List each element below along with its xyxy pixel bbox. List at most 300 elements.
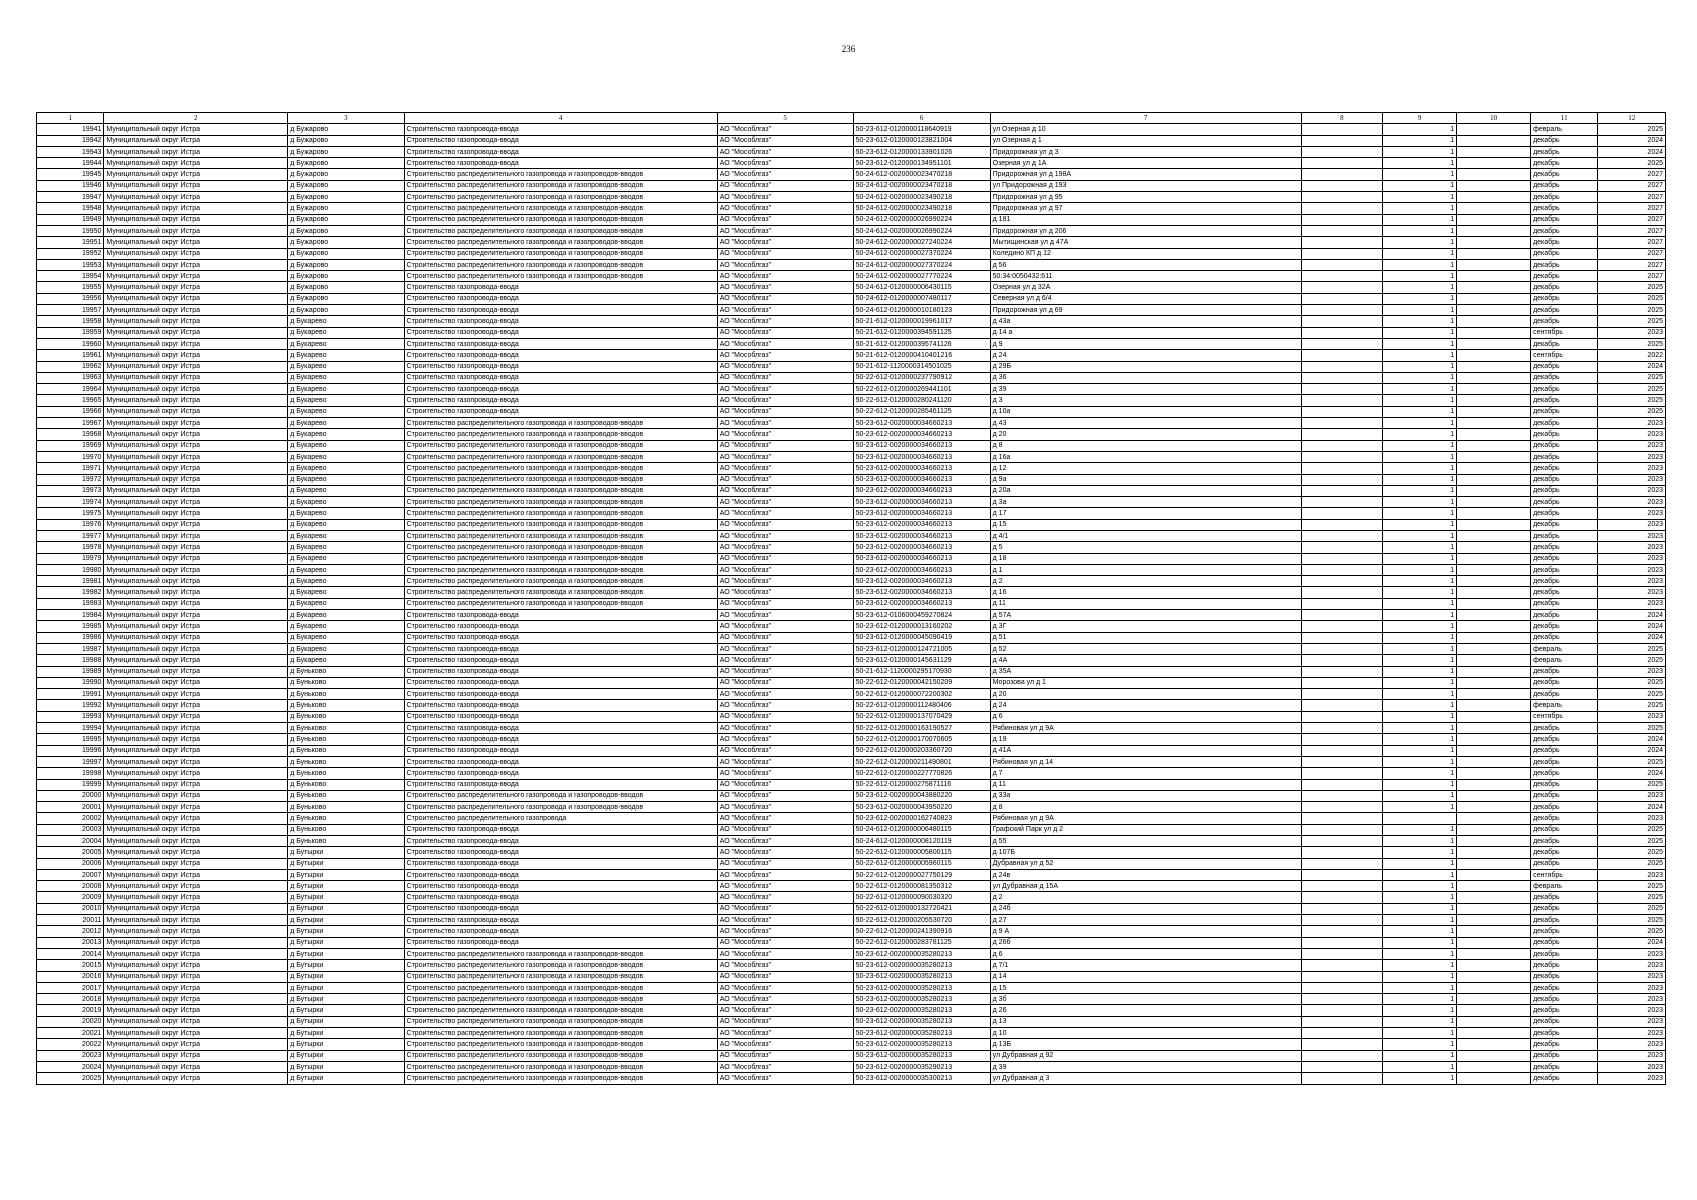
month-cell: декабрь	[1531, 632, 1598, 643]
month-cell: декабрь	[1531, 610, 1598, 621]
quantity-cell: 1	[1383, 756, 1457, 767]
settlement-cell: д Бутырки	[288, 903, 404, 914]
application-number-cell: 50-24-612-0020000023470218	[853, 180, 990, 191]
table-row	[37, 1061, 1666, 1072]
row-number-cell: 20022	[37, 1039, 104, 1050]
year-cell: 2025	[1598, 305, 1666, 316]
table-row	[37, 689, 1666, 700]
application-number-cell: 50-22-612-0120000137070429	[853, 711, 990, 722]
month-cell: декабрь	[1531, 158, 1598, 169]
municipality-cell: Муниципальный округ Истра	[104, 135, 288, 146]
month-cell: декабрь	[1531, 237, 1598, 248]
municipality-cell: Муниципальный округ Истра	[104, 1061, 288, 1072]
settlement-cell: д Бужарово	[288, 146, 404, 157]
table-row	[37, 214, 1666, 225]
municipality-cell: Муниципальный округ Истра	[104, 643, 288, 654]
municipality-cell: Муниципальный округ Истра	[104, 158, 288, 169]
quantity-cell: 1	[1383, 361, 1457, 372]
col-10-cell	[1457, 734, 1531, 745]
month-cell: декабрь	[1531, 293, 1598, 304]
quantity-cell: 1	[1383, 677, 1457, 688]
municipality-cell: Муниципальный округ Истра	[104, 192, 288, 203]
municipality-cell: Муниципальный округ Истра	[104, 666, 288, 677]
application-number-cell: 50-22-612-0120000005800115	[853, 847, 990, 858]
col-8-cell	[1301, 643, 1383, 654]
quantity-cell: 1	[1383, 305, 1457, 316]
address-cell: Придорожная ул д 95	[990, 192, 1301, 203]
organization-cell: АО "Мособлгаз"	[717, 1028, 853, 1039]
table-row	[37, 711, 1666, 722]
table-row	[37, 203, 1666, 214]
year-cell: 2025	[1598, 406, 1666, 417]
row-number-cell: 20010	[37, 903, 104, 914]
month-cell: декабрь	[1531, 745, 1598, 756]
col-8-cell	[1301, 881, 1383, 892]
settlement-cell: д Бутырки	[288, 858, 404, 869]
month-cell: декабрь	[1531, 598, 1598, 609]
organization-cell: АО "Мособлгаз"	[717, 994, 853, 1005]
col-8-cell	[1301, 576, 1383, 587]
quantity-cell: 1	[1383, 1016, 1457, 1027]
year-cell: 2025	[1598, 282, 1666, 293]
organization-cell: АО "Мособлгаз"	[717, 643, 853, 654]
work-type-cell: Строительство распределительного газопровода и газопроводов-вводов	[404, 802, 717, 813]
table-row	[37, 474, 1666, 485]
work-type-cell: Строительство распределительного газопровода и газопроводов-вводов	[404, 192, 717, 203]
col-10-cell	[1457, 406, 1531, 417]
row-number-cell: 19974	[37, 497, 104, 508]
col-10-cell	[1457, 994, 1531, 1005]
month-cell: декабрь	[1531, 892, 1598, 903]
address-cell: д 9 А	[990, 926, 1301, 937]
work-type-cell: Строительство газопровода-ввода	[404, 135, 717, 146]
municipality-cell: Муниципальный округ Истра	[104, 463, 288, 474]
organization-cell: АО "Мособлгаз"	[717, 711, 853, 722]
quantity-cell: 1	[1383, 711, 1457, 722]
settlement-cell: д Буньково	[288, 779, 404, 790]
year-cell: 2023	[1598, 542, 1666, 553]
col-8-cell	[1301, 203, 1383, 214]
table-row	[37, 293, 1666, 304]
application-number-cell: 50-22-612-0120000112480406	[853, 700, 990, 711]
col-8-cell	[1301, 395, 1383, 406]
quantity-cell: 1	[1383, 960, 1457, 971]
settlement-cell: д Букарево	[288, 418, 404, 429]
table-row	[37, 881, 1666, 892]
address-cell: д 26б	[990, 937, 1301, 948]
col-10-cell	[1457, 587, 1531, 598]
row-number-cell: 19989	[37, 666, 104, 677]
settlement-cell: д Буньково	[288, 813, 404, 824]
month-cell: декабрь	[1531, 903, 1598, 914]
column-header-1: 1	[37, 113, 104, 124]
settlement-cell: д Бужарово	[288, 225, 404, 236]
month-cell: сентябрь	[1531, 350, 1598, 361]
col-8-cell	[1301, 530, 1383, 541]
table-row	[37, 768, 1666, 779]
application-number-cell: 50-23-612-0020000043880220	[853, 790, 990, 801]
application-number-cell: 50-24-612-0020000027770224	[853, 271, 990, 282]
organization-cell: АО "Мособлгаз"	[717, 723, 853, 734]
quantity-cell: 1	[1383, 395, 1457, 406]
settlement-cell: д Бужарово	[288, 180, 404, 191]
col-8-cell	[1301, 587, 1383, 598]
quantity-cell: 1	[1383, 508, 1457, 519]
col-10-cell	[1457, 621, 1531, 632]
organization-cell: АО "Мособлгаз"	[717, 146, 853, 157]
address-cell: д 52	[990, 643, 1301, 654]
col-10-cell	[1457, 576, 1531, 587]
municipality-cell: Муниципальный округ Истра	[104, 542, 288, 553]
month-cell: декабрь	[1531, 994, 1598, 1005]
table-row	[37, 1050, 1666, 1061]
application-number-cell: 50-23-612-0020000034660213	[853, 598, 990, 609]
year-cell: 2027	[1598, 225, 1666, 236]
col-8-cell	[1301, 677, 1383, 688]
settlement-cell: д Бутырки	[288, 926, 404, 937]
col-8-cell	[1301, 813, 1383, 824]
col-8-cell	[1301, 158, 1383, 169]
month-cell: декабрь	[1531, 497, 1598, 508]
application-number-cell: 50-22-612-0120000170070605	[853, 734, 990, 745]
table-row	[37, 553, 1666, 564]
quantity-cell: 1	[1383, 903, 1457, 914]
year-cell: 2024	[1598, 135, 1666, 146]
year-cell: 2023	[1598, 497, 1666, 508]
table-row	[37, 169, 1666, 180]
work-type-cell: Строительство газопровода-ввода	[404, 677, 717, 688]
row-number-cell: 19980	[37, 564, 104, 575]
table-row	[37, 327, 1666, 338]
col-8-cell	[1301, 372, 1383, 383]
col-8-cell	[1301, 451, 1383, 462]
table-row	[37, 508, 1666, 519]
table-row	[37, 372, 1666, 383]
address-cell: д 7/1	[990, 960, 1301, 971]
quantity-cell: 1	[1383, 610, 1457, 621]
row-number-cell: 19982	[37, 587, 104, 598]
col-10-cell	[1457, 745, 1531, 756]
table-row	[37, 858, 1666, 869]
table-row	[37, 802, 1666, 813]
organization-cell: АО "Мособлгаз"	[717, 655, 853, 666]
row-number-cell: 19950	[37, 225, 104, 236]
table-row	[37, 542, 1666, 553]
year-cell: 2025	[1598, 881, 1666, 892]
year-cell: 2027	[1598, 259, 1666, 270]
row-number-cell: 20016	[37, 971, 104, 982]
application-number-cell: 50-24-612-0120000008120119	[853, 836, 990, 847]
col-10-cell	[1457, 519, 1531, 530]
work-type-cell: Строительство газопровода-ввода	[404, 734, 717, 745]
application-number-cell: 50-24-612-0020000023490218	[853, 203, 990, 214]
year-cell: 2027	[1598, 192, 1666, 203]
quantity-cell: 1	[1383, 915, 1457, 926]
quantity-cell: 1	[1383, 293, 1457, 304]
col-10-cell	[1457, 192, 1531, 203]
work-type-cell: Строительство распределительного газопровода и газопроводов-вводов	[404, 271, 717, 282]
work-type-cell: Строительство газопровода-ввода	[404, 395, 717, 406]
year-cell: 2023	[1598, 530, 1666, 541]
work-type-cell: Строительство распределительного газопровода	[404, 813, 717, 824]
quantity-cell: 1	[1383, 203, 1457, 214]
municipality-cell: Муниципальный округ Истра	[104, 214, 288, 225]
work-type-cell: Строительство газопровода-ввода	[404, 282, 717, 293]
col-8-cell	[1301, 1016, 1383, 1027]
settlement-cell: д Букарево	[288, 463, 404, 474]
month-cell: декабрь	[1531, 915, 1598, 926]
settlement-cell: д Бутырки	[288, 1073, 404, 1084]
col-10-cell	[1457, 824, 1531, 835]
col-8-cell	[1301, 225, 1383, 236]
table-row	[37, 361, 1666, 372]
col-10-cell	[1457, 960, 1531, 971]
col-8-cell	[1301, 847, 1383, 858]
organization-cell: АО "Мособлгаз"	[717, 350, 853, 361]
col-8-cell	[1301, 406, 1383, 417]
application-number-cell: 50-23-612-0120000134951101	[853, 158, 990, 169]
table-row	[37, 530, 1666, 541]
month-cell: декабрь	[1531, 1061, 1598, 1072]
quantity-cell: 1	[1383, 994, 1457, 1005]
organization-cell: АО "Мособлгаз"	[717, 982, 853, 993]
settlement-cell: д Бужарово	[288, 259, 404, 270]
work-type-cell: Строительство распределительного газопровода и газопроводов-вводов	[404, 1050, 717, 1061]
row-number-cell: 20003	[37, 824, 104, 835]
municipality-cell: Муниципальный округ Истра	[104, 824, 288, 835]
address-cell: д 33а	[990, 790, 1301, 801]
col-8-cell	[1301, 338, 1383, 349]
work-type-cell: Строительство газопровода-ввода	[404, 779, 717, 790]
quantity-cell: 1	[1383, 869, 1457, 880]
settlement-cell: д Бутырки	[288, 1061, 404, 1072]
municipality-cell: Муниципальный округ Истра	[104, 994, 288, 1005]
address-cell: Рябиновая ул д 9А	[990, 813, 1301, 824]
settlement-cell: д Букарево	[288, 655, 404, 666]
municipality-cell: Муниципальный округ Истра	[104, 813, 288, 824]
year-cell: 2027	[1598, 169, 1666, 180]
organization-cell: АО "Мособлгаз"	[717, 395, 853, 406]
row-number-cell: 20024	[37, 1061, 104, 1072]
organization-cell: АО "Мособлгаз"	[717, 598, 853, 609]
address-cell: Графский Парк ул д 2	[990, 824, 1301, 835]
municipality-cell: Муниципальный округ Истра	[104, 406, 288, 417]
municipality-cell: Муниципальный округ Истра	[104, 598, 288, 609]
work-type-cell: Строительство газопровода-ввода	[404, 903, 717, 914]
quantity-cell: 1	[1383, 779, 1457, 790]
application-number-cell: 50-24-612-0020000027370224	[853, 259, 990, 270]
quantity-cell: 1	[1383, 192, 1457, 203]
work-type-cell: Строительство распределительного газопровода и газопроводов-вводов	[404, 508, 717, 519]
application-number-cell: 50-23-612-0020000035280213	[853, 1028, 990, 1039]
work-type-cell: Строительство газопровода-ввода	[404, 158, 717, 169]
year-cell: 2022	[1598, 350, 1666, 361]
col-8-cell	[1301, 1061, 1383, 1072]
settlement-cell: д Бутырки	[288, 892, 404, 903]
work-type-cell: Строительство газопровода-ввода	[404, 643, 717, 654]
work-type-cell: Строительство распределительного газопровода и газопроводов-вводов	[404, 1039, 717, 1050]
organization-cell: АО "Мособлгаз"	[717, 553, 853, 564]
col-10-cell	[1457, 937, 1531, 948]
application-number-cell: 50-23-612-0120000133901026	[853, 146, 990, 157]
address-cell: д 43	[990, 418, 1301, 429]
row-number-cell: 20015	[37, 960, 104, 971]
quantity-cell: 1	[1383, 982, 1457, 993]
col-8-cell	[1301, 790, 1383, 801]
work-type-cell: Строительство распределительного газопровода и газопроводов-вводов	[404, 418, 717, 429]
work-type-cell: Строительство газопровода-ввода	[404, 858, 717, 869]
row-number-cell: 20023	[37, 1050, 104, 1061]
year-cell: 2025	[1598, 677, 1666, 688]
col-8-cell	[1301, 632, 1383, 643]
application-number-cell: 50-24-612-0020000026990224	[853, 214, 990, 225]
month-cell: декабрь	[1531, 587, 1598, 598]
table-row	[37, 497, 1666, 508]
application-number-cell: 50-23-612-0020000034660213	[853, 474, 990, 485]
application-number-cell: 50-22-612-0120000072200302	[853, 689, 990, 700]
municipality-cell: Муниципальный округ Истра	[104, 282, 288, 293]
row-number-cell: 19984	[37, 610, 104, 621]
month-cell: декабрь	[1531, 192, 1598, 203]
col-10-cell	[1457, 881, 1531, 892]
address-cell: Озерная ул д 32А	[990, 282, 1301, 293]
application-number-cell: 50-24-612-0120000010180123	[853, 305, 990, 316]
month-cell: февраль	[1531, 124, 1598, 135]
month-cell: декабрь	[1531, 451, 1598, 462]
col-10-cell	[1457, 1005, 1531, 1016]
row-number-cell: 19994	[37, 723, 104, 734]
settlement-cell: д Буньково	[288, 790, 404, 801]
municipality-cell: Муниципальный округ Истра	[104, 553, 288, 564]
quantity-cell: 1	[1383, 666, 1457, 677]
organization-cell: АО "Мособлгаз"	[717, 1061, 853, 1072]
address-cell: д 5	[990, 542, 1301, 553]
address-cell: д 3а	[990, 497, 1301, 508]
quantity-cell: 1	[1383, 802, 1457, 813]
col-10-cell	[1457, 180, 1531, 191]
application-number-cell: 50-21-612-1120000295170930	[853, 666, 990, 677]
quantity-cell: 1	[1383, 271, 1457, 282]
address-cell: д 14	[990, 971, 1301, 982]
quantity-cell: 1	[1383, 971, 1457, 982]
work-type-cell: Строительство газопровода-ввода	[404, 361, 717, 372]
table-row	[37, 305, 1666, 316]
table-row	[37, 146, 1666, 157]
work-type-cell: Строительство газопровода-ввода	[404, 124, 717, 135]
work-type-cell: Строительство распределительного газопровода и газопроводов-вводов	[404, 553, 717, 564]
work-type-cell: Строительство газопровода-ввода	[404, 756, 717, 767]
municipality-cell: Муниципальный округ Истра	[104, 237, 288, 248]
row-number-cell: 19976	[37, 519, 104, 530]
col-8-cell	[1301, 305, 1383, 316]
row-number-cell: 19960	[37, 338, 104, 349]
settlement-cell: д Букарево	[288, 395, 404, 406]
col-10-cell	[1457, 915, 1531, 926]
application-number-cell: 50-23-612-0020000035280213	[853, 960, 990, 971]
organization-cell: АО "Мособлгаз"	[717, 135, 853, 146]
table-row	[37, 632, 1666, 643]
address-cell: д 24	[990, 350, 1301, 361]
application-number-cell: 50-23-612-0020000034660213	[853, 440, 990, 451]
quantity-cell: 1	[1383, 881, 1457, 892]
col-10-cell	[1457, 169, 1531, 180]
address-cell: д 6	[990, 948, 1301, 959]
year-cell: 2024	[1598, 937, 1666, 948]
municipality-cell: Муниципальный округ Истра	[104, 259, 288, 270]
col-8-cell	[1301, 937, 1383, 948]
municipality-cell: Муниципальный округ Истра	[104, 530, 288, 541]
col-10-cell	[1457, 869, 1531, 880]
row-number-cell: 20009	[37, 892, 104, 903]
month-cell: декабрь	[1531, 384, 1598, 395]
municipality-cell: Муниципальный округ Истра	[104, 372, 288, 383]
col-8-cell	[1301, 994, 1383, 1005]
year-cell: 2023	[1598, 598, 1666, 609]
table-row	[37, 576, 1666, 587]
work-type-cell: Строительство распределительного газопровода и газопроводов-вводов	[404, 1016, 717, 1027]
row-number-cell: 19999	[37, 779, 104, 790]
year-cell: 2023	[1598, 429, 1666, 440]
settlement-cell: д Буньково	[288, 836, 404, 847]
year-cell: 2023	[1598, 666, 1666, 677]
settlement-cell: д Бутырки	[288, 971, 404, 982]
table-row	[37, 982, 1666, 993]
row-number-cell: 19965	[37, 395, 104, 406]
application-number-cell: 50-23-612-0106000459270824	[853, 610, 990, 621]
work-type-cell: Строительство распределительного газопровода и газопроводов-вводов	[404, 259, 717, 270]
municipality-cell: Муниципальный округ Истра	[104, 960, 288, 971]
municipality-cell: Муниципальный округ Истра	[104, 677, 288, 688]
col-8-cell	[1301, 892, 1383, 903]
col-10-cell	[1457, 135, 1531, 146]
municipality-cell: Муниципальный округ Истра	[104, 1005, 288, 1016]
row-number-cell: 19955	[37, 282, 104, 293]
application-number-cell: 50-22-612-0120000132720421	[853, 903, 990, 914]
table-row	[37, 903, 1666, 914]
organization-cell: АО "Мособлгаз"	[717, 971, 853, 982]
settlement-cell: д Бужарово	[288, 305, 404, 316]
col-10-cell	[1457, 711, 1531, 722]
table-row	[37, 756, 1666, 767]
col-8-cell	[1301, 169, 1383, 180]
quantity-cell: 1	[1383, 576, 1457, 587]
table-header	[37, 113, 1666, 124]
municipality-cell: Муниципальный округ Истра	[104, 858, 288, 869]
col-10-cell	[1457, 790, 1531, 801]
table-row	[37, 282, 1666, 293]
month-cell: декабрь	[1531, 948, 1598, 959]
quantity-cell: 1	[1383, 429, 1457, 440]
quantity-cell: 1	[1383, 1050, 1457, 1061]
month-cell: декабрь	[1531, 779, 1598, 790]
municipality-cell: Муниципальный округ Истра	[104, 293, 288, 304]
year-cell: 2023	[1598, 576, 1666, 587]
application-number-cell: 50-22-612-0120000163190527	[853, 723, 990, 734]
municipality-cell: Муниципальный округ Истра	[104, 587, 288, 598]
col-10-cell	[1457, 779, 1531, 790]
col-10-cell	[1457, 158, 1531, 169]
work-type-cell: Строительство распределительного газопровода и газопроводов-вводов	[404, 237, 717, 248]
settlement-cell: д Бужарово	[288, 282, 404, 293]
settlement-cell: д Букарево	[288, 576, 404, 587]
address-cell: Придорожная ул д 198А	[990, 169, 1301, 180]
organization-cell: АО "Мособлгаз"	[717, 881, 853, 892]
row-number-cell: 19957	[37, 305, 104, 316]
organization-cell: АО "Мособлгаз"	[717, 1073, 853, 1084]
col-10-cell	[1457, 598, 1531, 609]
address-cell: д 39	[990, 384, 1301, 395]
address-cell: д 15	[990, 982, 1301, 993]
